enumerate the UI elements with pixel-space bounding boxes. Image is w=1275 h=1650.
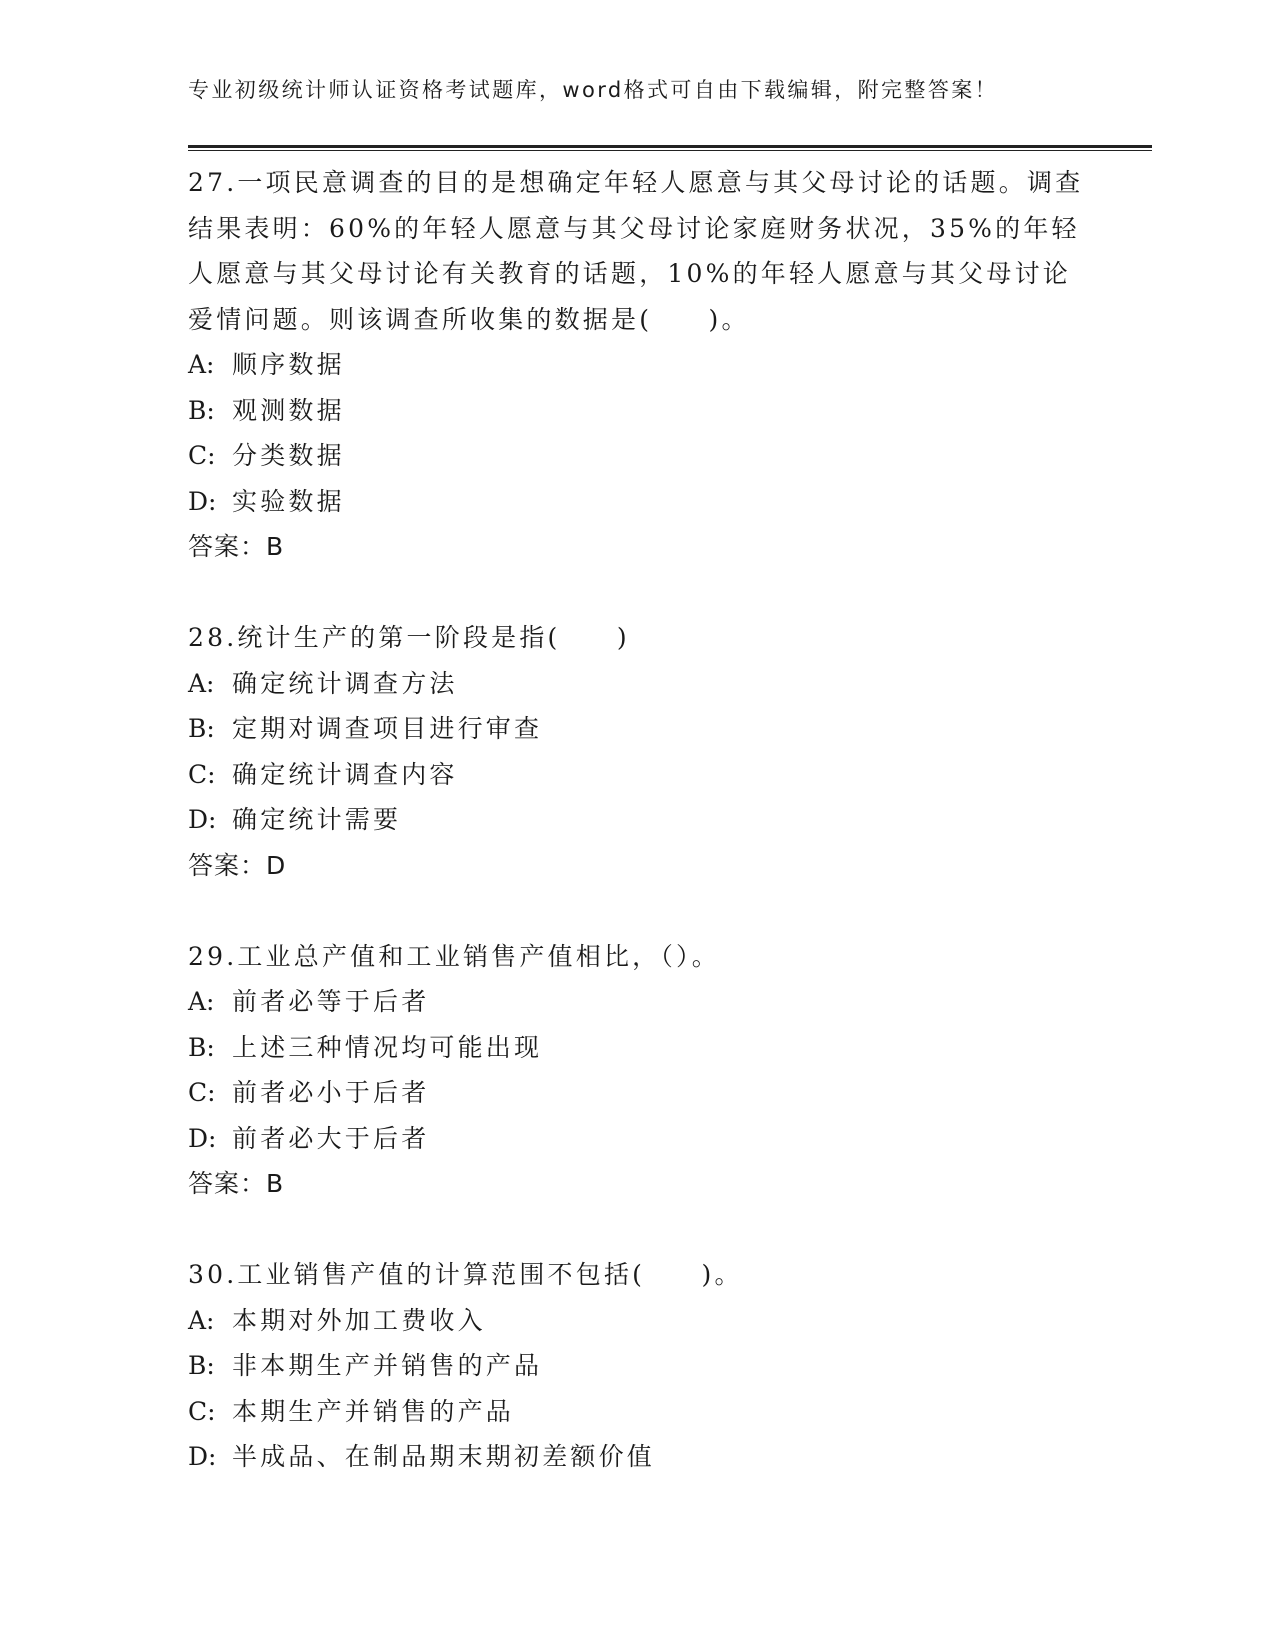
option-d xyxy=(188,479,1088,525)
option-text: 确定统计调查内容 xyxy=(232,759,458,789)
option-text: 定期对调查项目进行审查 xyxy=(232,714,543,743)
option-text: 观测数据 xyxy=(232,395,345,425)
option-a xyxy=(188,979,1088,1025)
spacer xyxy=(188,570,1088,616)
option-text: 本期生产并销售的产品 xyxy=(232,1396,515,1426)
option-key: A: xyxy=(188,987,215,1016)
answer-line: 答案：B xyxy=(188,532,285,561)
option-key: D: xyxy=(188,1123,217,1153)
option-c xyxy=(188,752,1088,798)
header-rule-thick xyxy=(188,145,1152,148)
question-29 xyxy=(188,934,1088,1207)
option-key: B: xyxy=(188,395,215,425)
question-stem: 28.统计生产的第一阶段是指( ) xyxy=(188,623,630,652)
option-a xyxy=(188,661,1088,707)
option-text: 分类数据 xyxy=(232,441,345,470)
answer-line: 答案：D xyxy=(188,850,287,880)
option-b xyxy=(188,706,1088,752)
option-key: A: xyxy=(188,1305,215,1335)
option-text: 前者必大于后者 xyxy=(232,1123,430,1153)
option-text: 顺序数据 xyxy=(232,350,345,379)
question-stem: 30.工业销售产值的计算范围不包括( )。 xyxy=(188,1260,743,1289)
option-c xyxy=(188,1070,1088,1116)
option-key: C: xyxy=(188,1396,216,1426)
option-key: B: xyxy=(188,1351,215,1380)
header-rule-thin xyxy=(188,150,1152,151)
option-text: 本期对外加工费收入 xyxy=(232,1305,486,1335)
option-key: C: xyxy=(188,1078,216,1107)
question-27 xyxy=(188,160,1088,570)
option-text: 非本期生产并销售的产品 xyxy=(232,1351,543,1380)
page-header: 专业初级统计师认证资格考试题库，word格式可自由下载编辑，附完整答案！ xyxy=(188,78,999,102)
option-key: D: xyxy=(188,486,217,516)
question-list xyxy=(188,160,1088,1480)
option-c xyxy=(188,1389,1088,1435)
option-key: B: xyxy=(188,714,215,743)
option-key: C: xyxy=(188,759,216,789)
option-text: 前者必小于后者 xyxy=(232,1078,430,1107)
option-text: 确定统计调查方法 xyxy=(232,668,458,698)
option-a xyxy=(188,342,1088,388)
option-key: C: xyxy=(188,441,216,470)
option-key: B: xyxy=(188,1032,215,1062)
question-stem: 29.工业总产值和工业销售产值相比，（）。 xyxy=(188,941,720,971)
spacer xyxy=(188,888,1088,934)
question-30 xyxy=(188,1252,1088,1480)
option-key: D: xyxy=(188,805,217,834)
option-key: D: xyxy=(188,1442,217,1471)
option-text: 半成品、在制品期末期初差额价值 xyxy=(232,1442,656,1471)
option-b xyxy=(188,388,1088,434)
option-c xyxy=(188,433,1088,479)
option-b xyxy=(188,1025,1088,1071)
option-a xyxy=(188,1298,1088,1344)
option-text: 上述三种情况均可能出现 xyxy=(232,1032,543,1062)
option-key: A: xyxy=(188,668,215,698)
question-28 xyxy=(188,615,1088,888)
option-d xyxy=(188,1116,1088,1162)
option-text: 实验数据 xyxy=(232,486,345,516)
option-b xyxy=(188,1343,1088,1389)
question-stem: 27.一项民意调查的目的是想确定年轻人愿意与其父母讨论的话题。调查结果表明：60%的年轻人愿意与其父母讨论家庭财务状况，35%的年轻人愿意与其父母讨论有关教育的话题，10%的年轻人愿意与其父母讨论爱情问题。则该调查所收集的数据是( )。 xyxy=(188,168,1084,334)
answer-line: 答案：B xyxy=(188,1169,285,1198)
option-key: A: xyxy=(188,350,215,379)
option-text: 前者必等于后者 xyxy=(232,987,430,1016)
option-d xyxy=(188,797,1088,843)
option-d xyxy=(188,1434,1088,1480)
spacer xyxy=(188,1207,1088,1253)
option-text: 确定统计需要 xyxy=(232,805,402,834)
